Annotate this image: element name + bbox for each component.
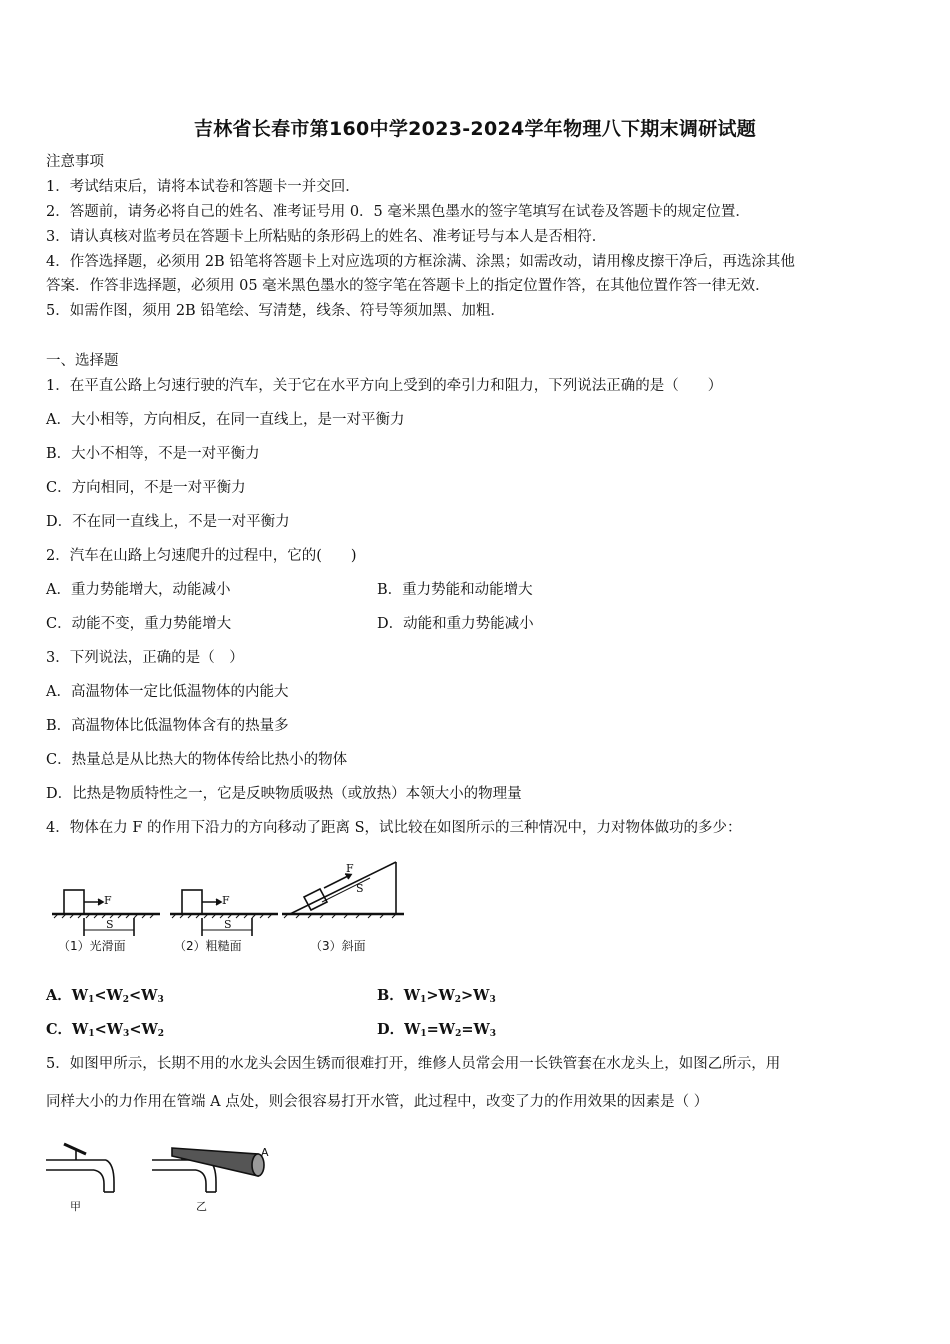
- fig3-incline: [282, 862, 404, 918]
- block-icon: [304, 889, 327, 910]
- q4-option-b: B．$W_1>W_2>W_3$: [377, 987, 496, 1005]
- fig3-caption: （3）斜面: [310, 939, 366, 953]
- page-title: 吉林省长春市第160中学2023-2024学年物理八下期末调研试题: [193, 118, 757, 140]
- q1-option-c: C．方向相同，不是一对平衡力: [46, 480, 246, 496]
- q4-option-a: A．$W_1<W_2<W_3$: [46, 987, 164, 1005]
- fig2-caption: （2）粗糙面: [174, 939, 242, 953]
- notice-item: 5．如需作图，须用 2B 铅笔绘、写清楚，线条、符号等须加黑、加粗．: [46, 303, 505, 319]
- notice-item: 2．答题前，请务必将自己的姓名、准考证号用 0．5 毫米黑色墨水的签字笔填写在试卷及答题卡的规定位置．: [46, 204, 750, 220]
- fig-yi-caption: 乙: [196, 1200, 207, 1213]
- notice-item: 答案．作答非选择题，必须用 05 毫米黑色墨水的签字笔在答题卡上的指定位置作答，在其他位置作答一律无效．: [46, 278, 770, 294]
- notice-item: 3．请认真核对监考员在答题卡上所粘贴的条形码上的姓名、准考证号与本人是否相符．: [46, 229, 607, 245]
- q2-option-b: B．重力势能和动能增大: [377, 582, 533, 598]
- block-icon: [182, 890, 202, 914]
- faucet-icon: [46, 1144, 114, 1192]
- fig1-distance-label: S: [106, 918, 114, 931]
- fig1-caption: （1）光滑面: [58, 939, 126, 953]
- q2-option-c: C．动能不变，重力势能增大: [46, 616, 232, 632]
- q4-option-c: C．$W_1<W_3<W_2$: [46, 1021, 165, 1039]
- q3-stem: 3．下列说法，正确的是（ ）: [46, 650, 244, 666]
- q5-figure: [46, 1134, 286, 1214]
- q2-stem: 2．汽车在山路上匀速爬升的过程中，它的( ): [46, 548, 357, 564]
- fig1-force-label: F: [104, 894, 112, 907]
- q5-stem-line2: 同样大小的力作用在管端 A 点处，则会很容易打开水管，此过程中，改变了力的作用效果的因素是（ ）: [46, 1094, 709, 1110]
- q3-option-c: C．热量总是从比热大的物体传给比热小的物体: [46, 752, 348, 768]
- fig3-force-label: F: [346, 862, 354, 875]
- q5-stem-line1: 5．如图甲所示，长期不用的水龙头会因生锈而很难打开，维修人员常会用一长铁管套在水龙头上，如图乙所示，用: [46, 1056, 781, 1072]
- q1-option-d: D．不在同一直线上，不是一对平衡力: [46, 514, 290, 530]
- q3-option-d: D．比热是物质特性之一，它是反映物质吸热（或放热）本领大小的物理量: [46, 786, 522, 802]
- fig3-distance-label: S: [356, 882, 364, 895]
- fig-jia-caption: 甲: [70, 1200, 81, 1213]
- q1-option-b: B．大小不相等，不是一对平衡力: [46, 446, 260, 462]
- q4-figure: [46, 852, 416, 956]
- notice-heading: 注意事项: [46, 154, 104, 170]
- q1-stem: 1．在平直公路上匀速行驶的汽车，关于它在水平方向上受到的牵引力和阻力，下列说法正确的是（ ）: [46, 378, 723, 394]
- q4-stem: 4．物体在力 F 的作用下沿力的方向移动了距离 S，试比较在如图所示的三种情况中，力对物体做功的多少：: [46, 820, 742, 836]
- notice-item: 1．考试结束后，请将本试卷和答题卡一并交回．: [46, 179, 360, 195]
- q1-option-a: A．大小相等，方向相反，在同一直线上，是一对平衡力: [46, 412, 405, 428]
- fig2-distance-label: S: [224, 918, 232, 931]
- q4-option-d: D．$W_1=W_2=W_3$: [377, 1021, 497, 1039]
- point-a-label: A: [261, 1146, 269, 1159]
- q2-option-d: D．动能和重力势能减小: [377, 616, 534, 632]
- notice-item: 4．作答选择题，必须用 2B 铅笔将答题卡上对应选项的方框涂满、涂黑；如需改动，请用橡皮擦干净后，再选涂其他: [46, 254, 795, 270]
- q3-option-a: A．高温物体一定比低温物体的内能大: [46, 684, 289, 700]
- faucet-with-pipe-icon: [152, 1148, 264, 1192]
- section-heading: 一、选择题: [46, 353, 119, 369]
- iron-pipe-icon: [172, 1148, 264, 1176]
- q2-option-a: A．重力势能增大，动能减小: [46, 582, 231, 598]
- block-icon: [64, 890, 84, 914]
- fig2-force-label: F: [222, 894, 230, 907]
- q3-option-b: B．高温物体比低温物体含有的热量多: [46, 718, 289, 734]
